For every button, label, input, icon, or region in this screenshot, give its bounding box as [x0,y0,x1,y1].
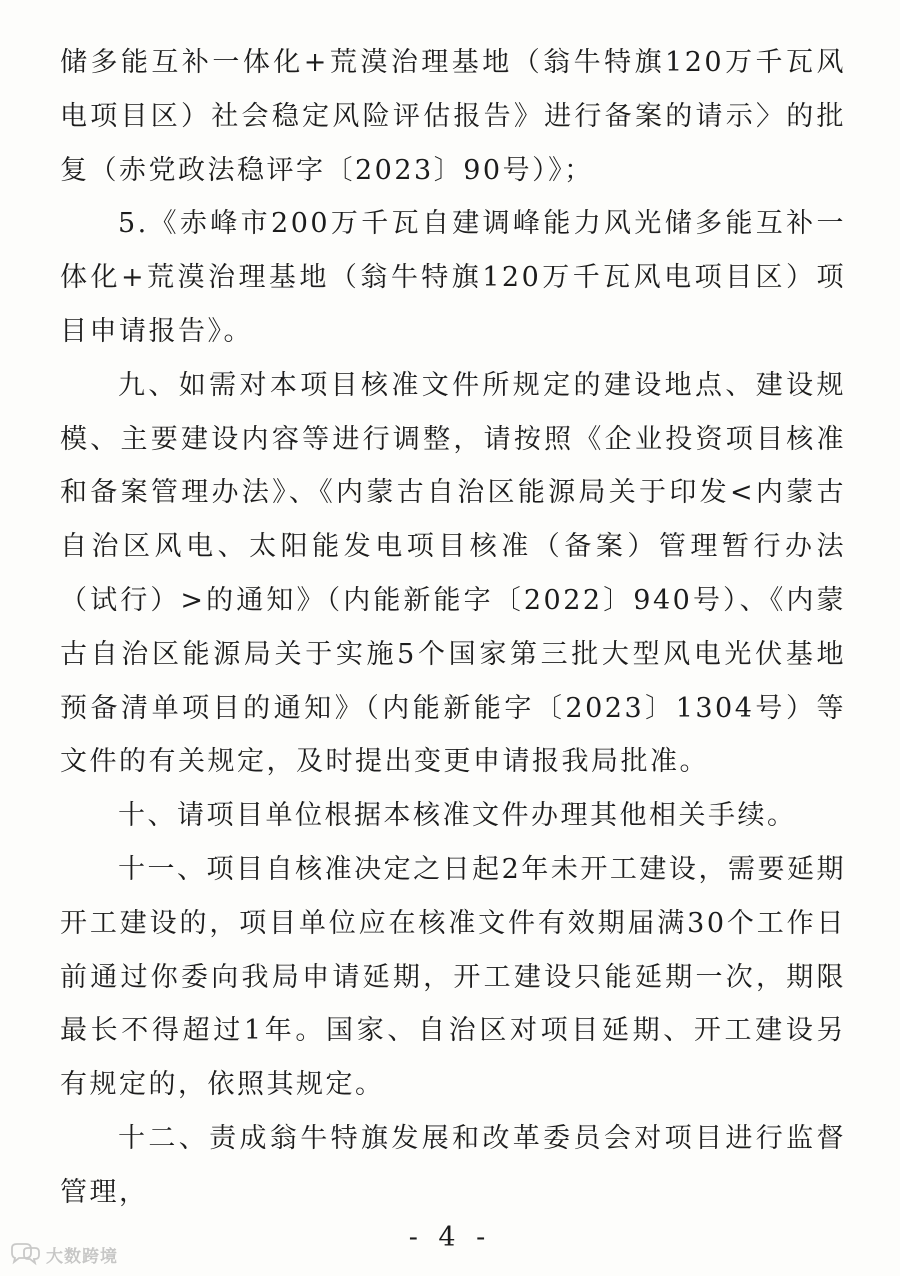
paragraph-nine: 九、如需对本项目核准文件所规定的建设地点、建设规模、主要建设内容等进行调整，请按照《企业投资项目核准和备案管理办法》、《内蒙古自治区能源局关于印发<内蒙古自治区风电、太阳能发电项目核准（备案）管理暂行办法（试行）>的通知》（内能新能字〔2022〕940号）、《内蒙古自治区能源局关于实施5个国家第三批大型风电光伏基地预备清单项目的通知》（内能新能字〔2023〕1304号）等文件的有关规定，及时提出变更申请报我局批准。 [60,369,846,778]
paragraph-continuation: 储多能互补一体化+荒漠治理基地（翁牛特旗120万千瓦风电项目区）社会稳定风险评估报告》进行备案的请示〉的批复（赤党政法稳评字〔2023〕90号）》； [60,47,846,186]
paragraph-eleven: 十一、项目自核准决定之日起2年未开工建设，需要延期开工建设的，项目单位应在核准文件有效期届满30个工作日前通过你委向我局申请延期，开工建设只能延期一次，期限最长不得超过1年。国家、自治区对项目延期、开工建设另有规定的，依照其规定。 [60,853,846,1101]
paragraph-ten: 十、请项目单位根据本核准文件办理其他相关手续。 [118,800,797,832]
watermark [8,1240,118,1268]
paragraph-item-5: 5.《赤峰市200万千瓦自建调峰能力风光储多能互补一体化+荒漠治理基地（翁牛特旗120万千瓦风电项目区）项目申请报告》。 [60,208,846,347]
document-body [60,36,846,1220]
page-number: - 4 - [408,1222,492,1253]
paragraph-twelve: 十二、责成翁牛特旗发展和改革委员会对项目进行监督管理， [60,1122,846,1208]
chat-bubble-logo-icon [8,1242,42,1266]
watermark-text: 大数跨境 [46,1246,118,1267]
